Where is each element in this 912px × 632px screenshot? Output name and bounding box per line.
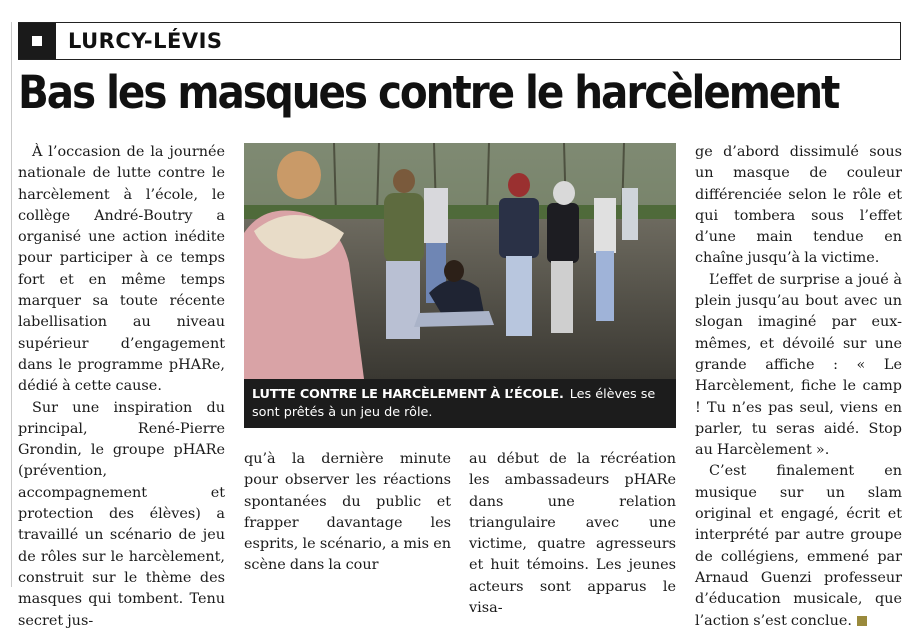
column-1 [18,142,225,632]
photo [244,143,676,379]
paragraph-text: C’est finalement en musique sur un slam original et engagé, écrit et interprété par autre groupe de collégiens, emmené par Arnaud Guenzi professeur d’éducation musicale, que l’action s’est conclue. [695,463,902,629]
column-3 [469,449,676,619]
photo-block [244,143,676,428]
paragraph: À l’occasion de la journée nationale de lutte contre le harcèlement à l’école, le collège André-Boutry a organisé une action inédite pour participer à ce temps fort et en même temps marquer sa toute récente labellisation au niveau supérieur d’engagement dans le programme pHARe, dédié à cette cause. [18,144,225,395]
column-2 [244,449,451,577]
paragraph: qu’à la dernière minute pour observer les réactions spontanées du public et frapper davantage les esprits, le scénario, a mis en scène dans la cour [244,451,451,574]
location-label: LURCY-LÉVIS [68,29,223,53]
column-4 [695,142,902,632]
square-bullet-icon [18,23,56,59]
students-photo [244,143,676,379]
end-mark-icon [857,616,867,626]
paragraph [695,461,902,631]
caption-text: Les élèves se sont prêtés à un jeu de rôle. [252,387,656,420]
caption-title: LUTTE CONTRE LE HARCÈLEMENT À L’ÉCOLE. [252,387,564,402]
photo-caption [244,379,676,428]
paragraph: L’effet de surprise a joué à plein jusqu’au bout avec un slogan imaginé par eux-mêmes, et dévoilé sur une grande affiche : « Le Harcèlement, fiche le camp ! Tu n’es pas seul, viens en parler, tu seras aidé. Stop au Harcèlement ». [695,271,902,459]
column-rule [11,22,12,587]
headline: Bas les masques contre le harcèlement [18,66,839,119]
paragraph: ge d’abord dissimulé sous un masque de couleur différenciée selon le rôle et qui tombera sous l’effet d’une main tendue en chaîne jusqu’à la victime. [695,144,902,267]
section-header [18,22,901,60]
paragraph: au début de la récréation les ambassadeurs pHARe dans une relation triangulaire avec une victime, quatre agresseurs et huit témoins. Les jeunes acteurs sont apparus le visa- [469,451,676,617]
paragraph: Sur une inspiration du principal, René-Pierre Grondin, le groupe pHARe (prévention, accompagnement et protection des élèves) a travaillé un scénario de jeu de rôles sur le harcèlement, construit sur le thème des masques qui tombent. Tenu secret jus- [18,399,225,629]
